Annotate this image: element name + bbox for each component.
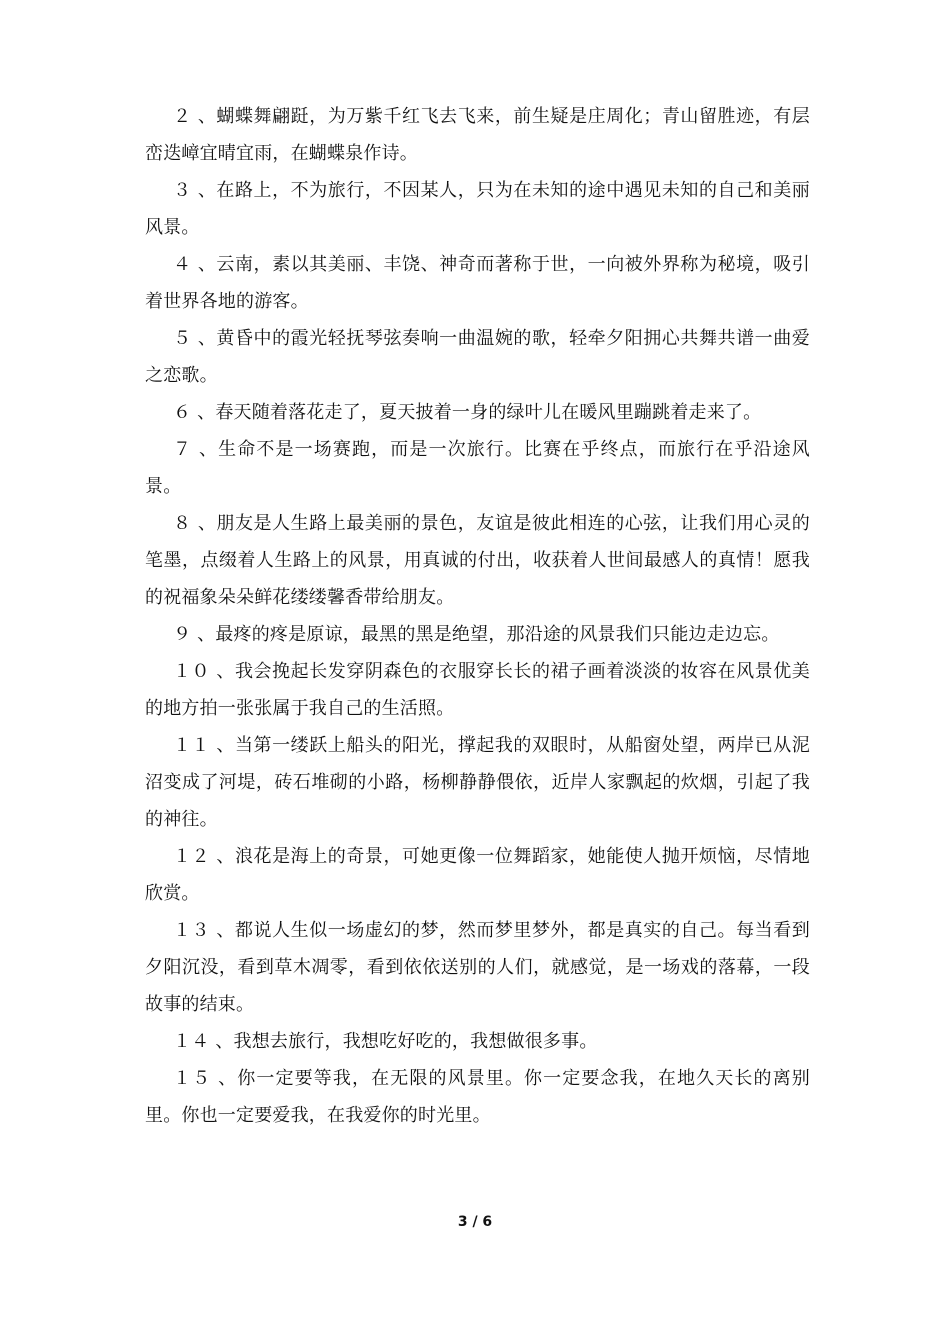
paragraph-6: ６ 、春天随着落花走了，夏天披着一身的绿叶儿在暖风里蹦跳着走来了。 [173, 402, 762, 423]
page-number: 3 / 6 [457, 1214, 493, 1230]
paragraph-15: １５ 、你一定要等我，在无限的风景里。你一定要念我，在地久天长的离别里。你也一定要爱我，在我爱你的时光里。 [145, 1068, 810, 1126]
paragraph-14: １４ 、我想去旅行，我想吃好吃的，我想做很多事。 [173, 1031, 598, 1052]
paragraph-2: ２ 、蝴蝶舞翩跹，为万紫千红飞去飞来，前生疑是庄周化；青山留胜迹，有层峦迭嶂宜晴宜雨，在蝴蝶泉作诗。 [145, 106, 810, 164]
paragraph-7: ７ 、生命不是一场赛跑，而是一次旅行。比赛在乎终点，而旅行在乎沿途风景。 [145, 439, 810, 497]
paragraph-3: ３ 、在路上，不为旅行，不因某人，只为在未知的途中遇见未知的自己和美丽风景。 [145, 180, 810, 238]
paragraph-11: １１ 、当第一缕跃上船头的阳光，撑起我的双眼时，从船窗处望，两岸已从泥沼变成了河堤，砖石堆砌的小路，杨柳静静偎依，近岸人家飘起的炊烟，引起了我的神往。 [145, 735, 810, 830]
paragraph-8: ８ 、朋友是人生路上最美丽的景色，友谊是彼此相连的心弦，让我们用心灵的笔墨，点缀着人生路上的风景，用真诚的付出，收获着人世间最感人的真情！愿我的祝福象朵朵鲜花缕缕馨香带给朋友。 [145, 513, 810, 608]
paragraph-13: １３ 、都说人生似一场虚幻的梦，然而梦里梦外，都是真实的自己。每当看到夕阳沉没，看到草木凋零，看到依依送别的人们，就感觉，是一场戏的落幕，一段故事的结束。 [145, 920, 810, 1015]
paragraph-9: ９ 、最疼的疼是原谅，最黑的黑是绝望，那沿途的风景我们只能边走边忘。 [173, 624, 780, 645]
paragraph-4: ４ 、云南，素以其美丽、丰饶、神奇而著称于世，一向被外界称为秘境，吸引着世界各地的游客。 [145, 254, 810, 312]
paragraph-10: １０ 、我会挽起长发穿阴森色的衣服穿长长的裙子画着淡淡的妆容在风景优美的地方拍一张张属于我自己的生活照。 [145, 661, 810, 719]
paragraph-12: １２ 、浪花是海上的奇景，可她更像一位舞蹈家，她能使人抛开烦恼，尽情地欣赏。 [145, 846, 810, 904]
paragraph-5: ５ 、黄昏中的霞光轻抚琴弦奏响一曲温婉的歌，轻牵夕阳拥心共舞共谱一曲爱之恋歌。 [145, 328, 810, 386]
document-body [145, 98, 810, 1134]
